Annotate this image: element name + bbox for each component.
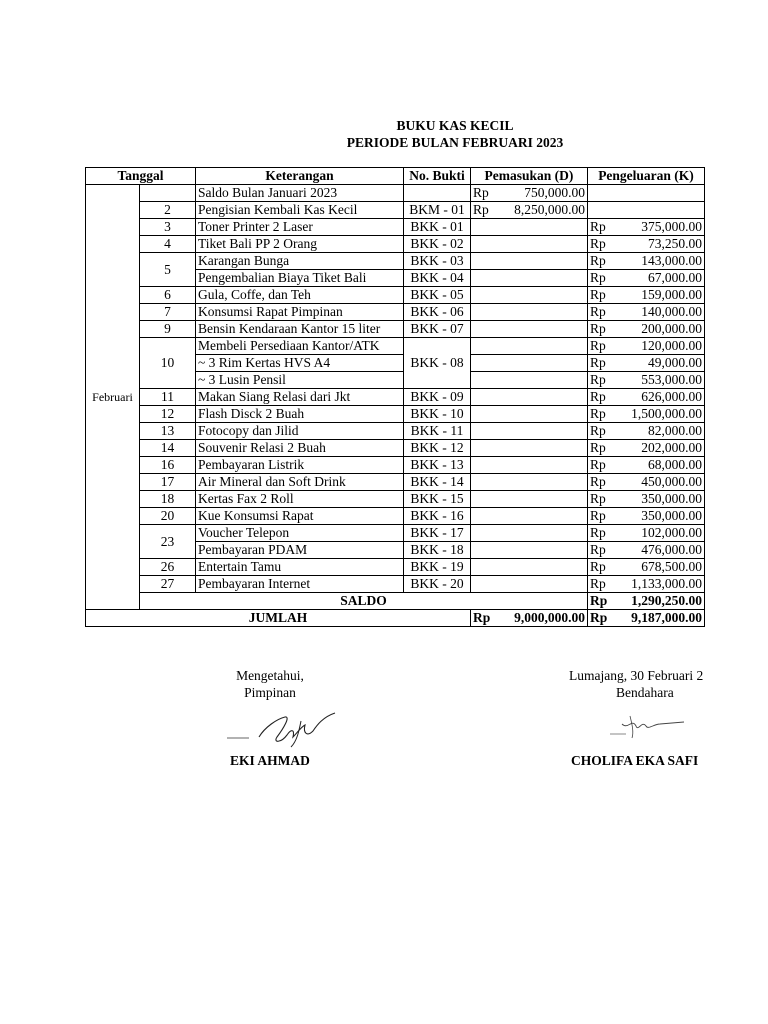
amount-number: 1,133,000.00 — [631, 576, 702, 591]
currency-label: Rp — [590, 321, 606, 336]
currency-label: Rp — [590, 440, 606, 455]
amount-number: 102,000.00 — [641, 525, 702, 540]
table-row — [86, 406, 705, 423]
currency-label: Rp — [590, 355, 606, 370]
amount-cell — [471, 559, 588, 576]
amount-cell — [588, 559, 705, 576]
description-cell: Flash Disck 2 Buah — [196, 406, 404, 423]
description-cell: Air Mineral dan Soft Drink — [196, 474, 404, 491]
amount-value — [590, 304, 702, 320]
description-cell: Pengembalian Biaya Tiket Bali — [196, 270, 404, 287]
amount-value — [590, 372, 702, 388]
amount-value — [590, 576, 702, 592]
day-cell: 7 — [140, 304, 196, 321]
saldo-label: SALDO — [140, 593, 588, 610]
description-cell: Fotocopy dan Jilid — [196, 423, 404, 440]
petty-cash-table — [85, 167, 705, 627]
treasurer-name: CHOLIFA EKA SAFI — [571, 753, 699, 768]
description-cell: Pengisian Kembali Kas Kecil — [196, 202, 404, 219]
amount-number: 553,000.00 — [641, 372, 702, 387]
amount-cell — [471, 440, 588, 457]
amount-cell — [588, 338, 705, 355]
amount-cell — [471, 474, 588, 491]
amount-number: 678,500.00 — [641, 559, 702, 574]
currency-label: Rp — [590, 542, 606, 557]
currency-label: Rp — [590, 270, 606, 285]
day-cell: 27 — [140, 576, 196, 593]
currency-label: Rp — [590, 576, 606, 591]
amount-cell — [588, 185, 705, 202]
amount-value — [590, 321, 702, 337]
amount-number: 120,000.00 — [641, 338, 702, 353]
amount-cell — [588, 474, 705, 491]
amount-number: 1,290,250.00 — [631, 593, 702, 608]
currency-label: Rp — [590, 287, 606, 302]
amount-value — [590, 593, 702, 609]
voucher-number-cell: BKK - 03 — [404, 253, 471, 270]
treasurer-role: Bendahara — [616, 685, 674, 700]
voucher-number-cell: BKM - 01 — [404, 202, 471, 219]
amount-cell — [588, 287, 705, 304]
table-row — [86, 457, 705, 474]
amount-cell — [471, 610, 588, 627]
amount-value — [590, 219, 702, 235]
currency-label: Rp — [590, 508, 606, 523]
day-cell: 18 — [140, 491, 196, 508]
currency-label: Rp — [473, 202, 489, 217]
currency-label: Rp — [590, 610, 608, 625]
amount-cell — [471, 542, 588, 559]
amount-cell — [588, 593, 705, 610]
day-cell: 13 — [140, 423, 196, 440]
day-cell: 3 — [140, 219, 196, 236]
amount-number: 1,500,000.00 — [631, 406, 702, 421]
approval-label: Mengetahui, — [236, 668, 304, 683]
table-row — [86, 559, 705, 576]
description-cell: ~ 3 Lusin Pensil — [196, 372, 404, 389]
voucher-number-cell: BKK - 12 — [404, 440, 471, 457]
amount-cell — [588, 423, 705, 440]
amount-cell — [588, 542, 705, 559]
currency-label: Rp — [590, 491, 606, 506]
amount-cell — [588, 321, 705, 338]
amount-cell — [588, 236, 705, 253]
amount-cell — [471, 321, 588, 338]
amount-value — [590, 610, 702, 626]
amount-value — [590, 423, 702, 439]
amount-number: 140,000.00 — [641, 304, 702, 319]
amount-cell — [471, 389, 588, 406]
table-row — [86, 253, 705, 270]
amount-number: 350,000.00 — [641, 508, 702, 523]
day-cell: 11 — [140, 389, 196, 406]
description-cell: Makan Siang Relasi dari Jkt — [196, 389, 404, 406]
amount-number: 68,000.00 — [648, 457, 702, 472]
amount-cell — [588, 610, 705, 627]
voucher-number-cell: BKK - 15 — [404, 491, 471, 508]
voucher-number-cell: BKK - 05 — [404, 287, 471, 304]
amount-value — [590, 406, 702, 422]
amount-cell — [471, 457, 588, 474]
amount-number: 476,000.00 — [641, 542, 702, 557]
currency-label: Rp — [590, 525, 606, 540]
description-cell: Karangan Bunga — [196, 253, 404, 270]
table-row — [86, 389, 705, 406]
amount-value — [590, 338, 702, 354]
table-row — [86, 576, 705, 593]
table-row — [86, 219, 705, 236]
voucher-number-cell: BKK - 02 — [404, 236, 471, 253]
amount-value — [590, 440, 702, 456]
amount-cell — [471, 219, 588, 236]
amount-number: 750,000.00 — [524, 185, 585, 200]
description-cell: Tiket Bali PP 2 Orang — [196, 236, 404, 253]
amount-cell — [588, 219, 705, 236]
approver-name: EKI AHMAD — [230, 753, 310, 768]
col-header-no-bukti: No. Bukti — [404, 168, 471, 185]
amount-cell — [471, 236, 588, 253]
day-cell: 9 — [140, 321, 196, 338]
table-body — [86, 185, 705, 627]
day-cell: 5 — [140, 253, 196, 287]
amount-number: 82,000.00 — [648, 423, 702, 438]
amount-number: 200,000.00 — [641, 321, 702, 336]
currency-label: Rp — [590, 372, 606, 387]
amount-number: 626,000.00 — [641, 389, 702, 404]
amount-cell — [588, 491, 705, 508]
amount-cell — [471, 185, 588, 202]
voucher-number-cell: BKK - 13 — [404, 457, 471, 474]
amount-cell — [471, 338, 588, 355]
amount-cell — [471, 423, 588, 440]
currency-label: Rp — [590, 236, 606, 251]
amount-number: 9,187,000.00 — [631, 610, 702, 625]
amount-cell — [471, 406, 588, 423]
amount-number: 8,250,000.00 — [514, 202, 585, 217]
table-row — [86, 287, 705, 304]
table-row — [86, 304, 705, 321]
voucher-number-cell: BKK - 04 — [404, 270, 471, 287]
day-cell: 23 — [140, 525, 196, 559]
table-row — [86, 202, 705, 219]
description-cell: Kertas Fax 2 Roll — [196, 491, 404, 508]
day-cell: 17 — [140, 474, 196, 491]
amount-number: 202,000.00 — [641, 440, 702, 455]
amount-cell — [471, 202, 588, 219]
amount-number: 375,000.00 — [641, 219, 702, 234]
month-cell: Februari — [86, 185, 140, 610]
amount-number: 49,000.00 — [648, 355, 702, 370]
table-row — [86, 491, 705, 508]
description-cell: Pembayaran Listrik — [196, 457, 404, 474]
description-cell: Saldo Bulan Januari 2023 — [196, 185, 404, 202]
saldo-row — [86, 593, 705, 610]
description-cell: Voucher Telepon — [196, 525, 404, 542]
description-cell: Membeli Persediaan Kantor/ATK — [196, 338, 404, 355]
voucher-number-cell: BKK - 01 — [404, 219, 471, 236]
amount-cell — [471, 355, 588, 372]
day-cell: 6 — [140, 287, 196, 304]
amount-cell — [471, 253, 588, 270]
voucher-number-cell — [404, 185, 471, 202]
amount-cell — [471, 576, 588, 593]
table-row — [86, 185, 705, 202]
currency-label: Rp — [590, 474, 606, 489]
voucher-number-cell: BKK - 07 — [404, 321, 471, 338]
currency-label: Rp — [590, 457, 606, 472]
col-header-pengeluaran: Pengeluaran (K) — [588, 168, 705, 185]
table-row — [86, 525, 705, 542]
amount-cell — [588, 406, 705, 423]
amount-cell — [471, 270, 588, 287]
description-cell: Entertain Tamu — [196, 559, 404, 576]
amount-cell — [588, 389, 705, 406]
place-date: Lumajang, 30 Februari 2 — [569, 668, 704, 683]
col-header-pemasukan: Pemasukan (D) — [471, 168, 588, 185]
col-header-tanggal: Tanggal — [86, 168, 196, 185]
currency-label: Rp — [590, 559, 606, 574]
voucher-number-cell: BKK - 14 — [404, 474, 471, 491]
amount-number: 450,000.00 — [641, 474, 702, 489]
currency-label: Rp — [590, 338, 606, 353]
amount-value — [473, 610, 585, 626]
description-cell: Pembayaran PDAM — [196, 542, 404, 559]
amount-number: 73,250.00 — [648, 236, 702, 251]
amount-cell — [588, 576, 705, 593]
amount-value — [590, 253, 702, 269]
day-cell: 20 — [140, 508, 196, 525]
description-cell: Bensin Kendaraan Kantor 15 liter — [196, 321, 404, 338]
description-cell: Pembayaran Internet — [196, 576, 404, 593]
amount-value — [590, 525, 702, 541]
signature-right — [608, 712, 688, 742]
day-cell: 12 — [140, 406, 196, 423]
currency-label: Rp — [590, 389, 606, 404]
amount-value — [590, 457, 702, 473]
description-cell: Kue Konsumsi Rapat — [196, 508, 404, 525]
amount-value — [590, 355, 702, 371]
table-row — [86, 236, 705, 253]
table-row — [86, 338, 705, 355]
amount-value — [590, 491, 702, 507]
amount-cell — [588, 525, 705, 542]
day-cell: 10 — [140, 338, 196, 389]
amount-cell — [588, 304, 705, 321]
day-cell — [140, 185, 196, 202]
day-cell: 26 — [140, 559, 196, 576]
table-row — [86, 440, 705, 457]
table-row — [86, 321, 705, 338]
currency-label: Rp — [590, 423, 606, 438]
description-cell: Toner Printer 2 Laser — [196, 219, 404, 236]
currency-label: Rp — [590, 219, 606, 234]
amount-cell — [471, 525, 588, 542]
amount-value — [590, 559, 702, 575]
currency-label: Rp — [590, 406, 606, 421]
description-cell: ~ 3 Rim Kertas HVS A4 — [196, 355, 404, 372]
amount-cell — [588, 508, 705, 525]
voucher-number-cell: BKK - 11 — [404, 423, 471, 440]
table-row — [86, 423, 705, 440]
amount-cell — [471, 304, 588, 321]
amount-value — [590, 236, 702, 252]
amount-value — [590, 287, 702, 303]
description-cell: Gula, Coffe, dan Teh — [196, 287, 404, 304]
day-cell: 2 — [140, 202, 196, 219]
amount-cell — [588, 270, 705, 287]
amount-value — [590, 270, 702, 286]
description-cell: Souvenir Relasi 2 Buah — [196, 440, 404, 457]
amount-cell — [471, 508, 588, 525]
description-cell: Konsumsi Rapat Pimpinan — [196, 304, 404, 321]
amount-cell — [588, 440, 705, 457]
amount-number: 9,000,000.00 — [514, 610, 585, 625]
amount-number: 159,000.00 — [641, 287, 702, 302]
voucher-number-cell: BKK - 19 — [404, 559, 471, 576]
amount-cell — [588, 457, 705, 474]
table-row — [86, 474, 705, 491]
amount-cell — [471, 372, 588, 389]
day-cell: 16 — [140, 457, 196, 474]
amount-number: 143,000.00 — [641, 253, 702, 268]
amount-cell — [588, 355, 705, 372]
voucher-number-cell: BKK - 06 — [404, 304, 471, 321]
day-cell: 14 — [140, 440, 196, 457]
voucher-number-cell: BKK - 10 — [404, 406, 471, 423]
amount-cell — [588, 202, 705, 219]
amount-value — [473, 185, 585, 201]
currency-label: Rp — [473, 610, 491, 625]
amount-number: 350,000.00 — [641, 491, 702, 506]
amount-cell — [471, 491, 588, 508]
amount-value — [473, 202, 585, 218]
amount-number: 67,000.00 — [648, 270, 702, 285]
voucher-number-cell: BKK - 18 — [404, 542, 471, 559]
col-header-keterangan: Keterangan — [196, 168, 404, 185]
currency-label: Rp — [473, 185, 489, 200]
document-subtitle: PERIODE BULAN FEBRUARI 2023 — [346, 135, 564, 150]
day-cell: 4 — [140, 236, 196, 253]
amount-cell — [588, 253, 705, 270]
currency-label: Rp — [590, 593, 608, 608]
table-row — [86, 508, 705, 525]
voucher-number-cell: BKK - 09 — [404, 389, 471, 406]
voucher-number-cell: BKK - 08 — [404, 338, 471, 389]
amount-cell — [471, 287, 588, 304]
amount-value — [590, 508, 702, 524]
amount-cell — [588, 372, 705, 389]
amount-value — [590, 389, 702, 405]
voucher-number-cell: BKK - 17 — [404, 525, 471, 542]
amount-value — [590, 474, 702, 490]
approval-role: Pimpinan — [244, 685, 296, 700]
currency-label: Rp — [590, 253, 606, 268]
signature-left — [225, 707, 345, 749]
document-title: BUKU KAS KECIL — [396, 118, 514, 133]
voucher-number-cell: BKK - 16 — [404, 508, 471, 525]
amount-value — [590, 542, 702, 558]
jumlah-row — [86, 610, 705, 627]
currency-label: Rp — [590, 304, 606, 319]
table-header-row — [86, 168, 705, 185]
jumlah-label: JUMLAH — [86, 610, 471, 627]
voucher-number-cell: BKK - 20 — [404, 576, 471, 593]
